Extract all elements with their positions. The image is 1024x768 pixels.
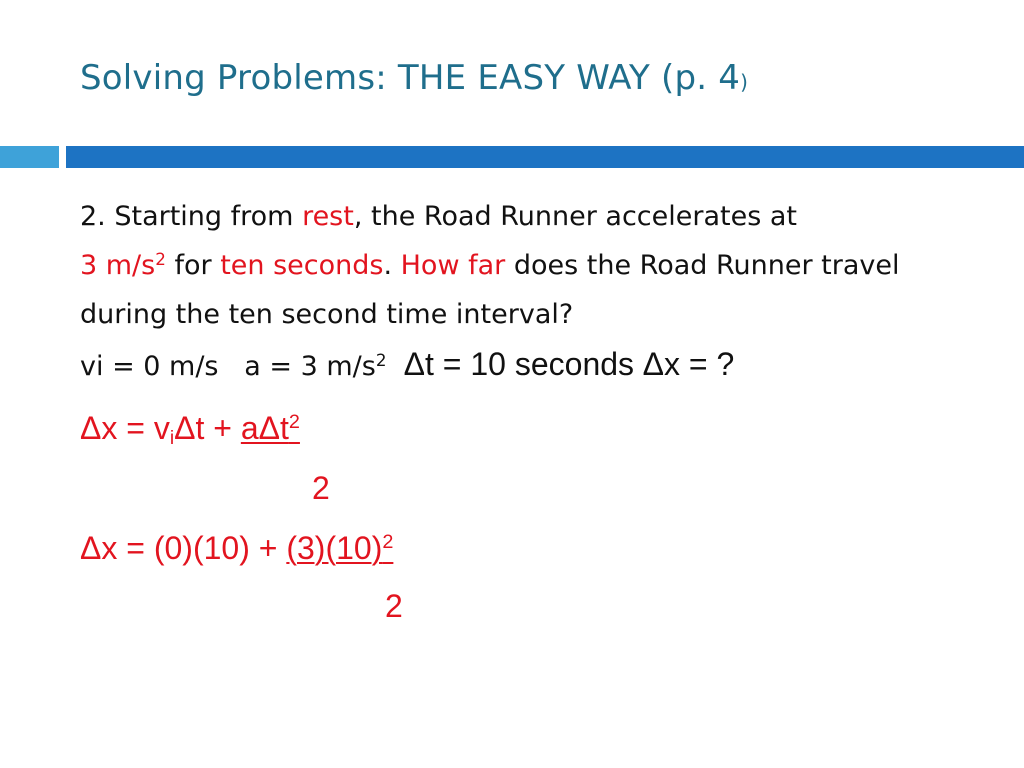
title-rule-accent [0,146,59,168]
equation-substituted-numerator [286,530,393,566]
givens-line [80,339,980,392]
problem-after-rest: , the Road Runner accelerates at [353,201,797,232]
given-dt: Δt = 10 seconds [403,346,635,382]
equation-general-lhs: Δx = v [80,410,170,446]
equation-substituted-numerator-exponent: 2 [382,531,394,554]
problem-for: for [165,250,221,281]
given-a-exponent: 2 [375,349,387,370]
acceleration-exponent: 2 [155,248,166,269]
equation-substituted [80,530,393,567]
problem-question: does the Road Runner travel during the ten second time interval? [80,250,900,330]
keyword-rest: rest [302,201,354,232]
equation-general-subscript: i [169,427,175,449]
problem-statement [80,192,980,339]
equation-substituted-lhs: Δx = (0)(10) + [80,530,287,566]
equation-substituted-denominator: 2 [385,588,403,624]
equation-general-mid: Δt + [174,410,241,446]
title-rule-bar [66,146,1024,168]
given-vi: vi = 0 m/s [80,351,219,382]
slide-title-text: Solving Problems: THE EASY WAY (p. 4 [80,58,741,98]
problem-period: . [383,250,401,281]
equation-general-numerator [241,410,300,446]
keyword-how-far: How far [400,250,506,281]
equation-substituted-numerator-text: (3)(10) [286,530,383,566]
equation-general [80,410,300,447]
slide-body [80,192,980,392]
equation-general-numerator-exponent: 2 [288,411,300,434]
problem-prefix: 2. Starting from [80,201,303,232]
slide-title-close-paren: ) [740,70,749,94]
keyword-acceleration [80,250,166,281]
acceleration-value: 3 m/s [80,250,156,281]
equation-general-denominator: 2 [312,470,330,506]
slide-title [80,58,748,98]
equation-general-numerator-text: aΔt [240,410,289,446]
keyword-ten-seconds: ten seconds [220,250,384,281]
given-dx: Δx = ? [642,346,735,382]
given-a: a = 3 m/s [244,351,376,382]
